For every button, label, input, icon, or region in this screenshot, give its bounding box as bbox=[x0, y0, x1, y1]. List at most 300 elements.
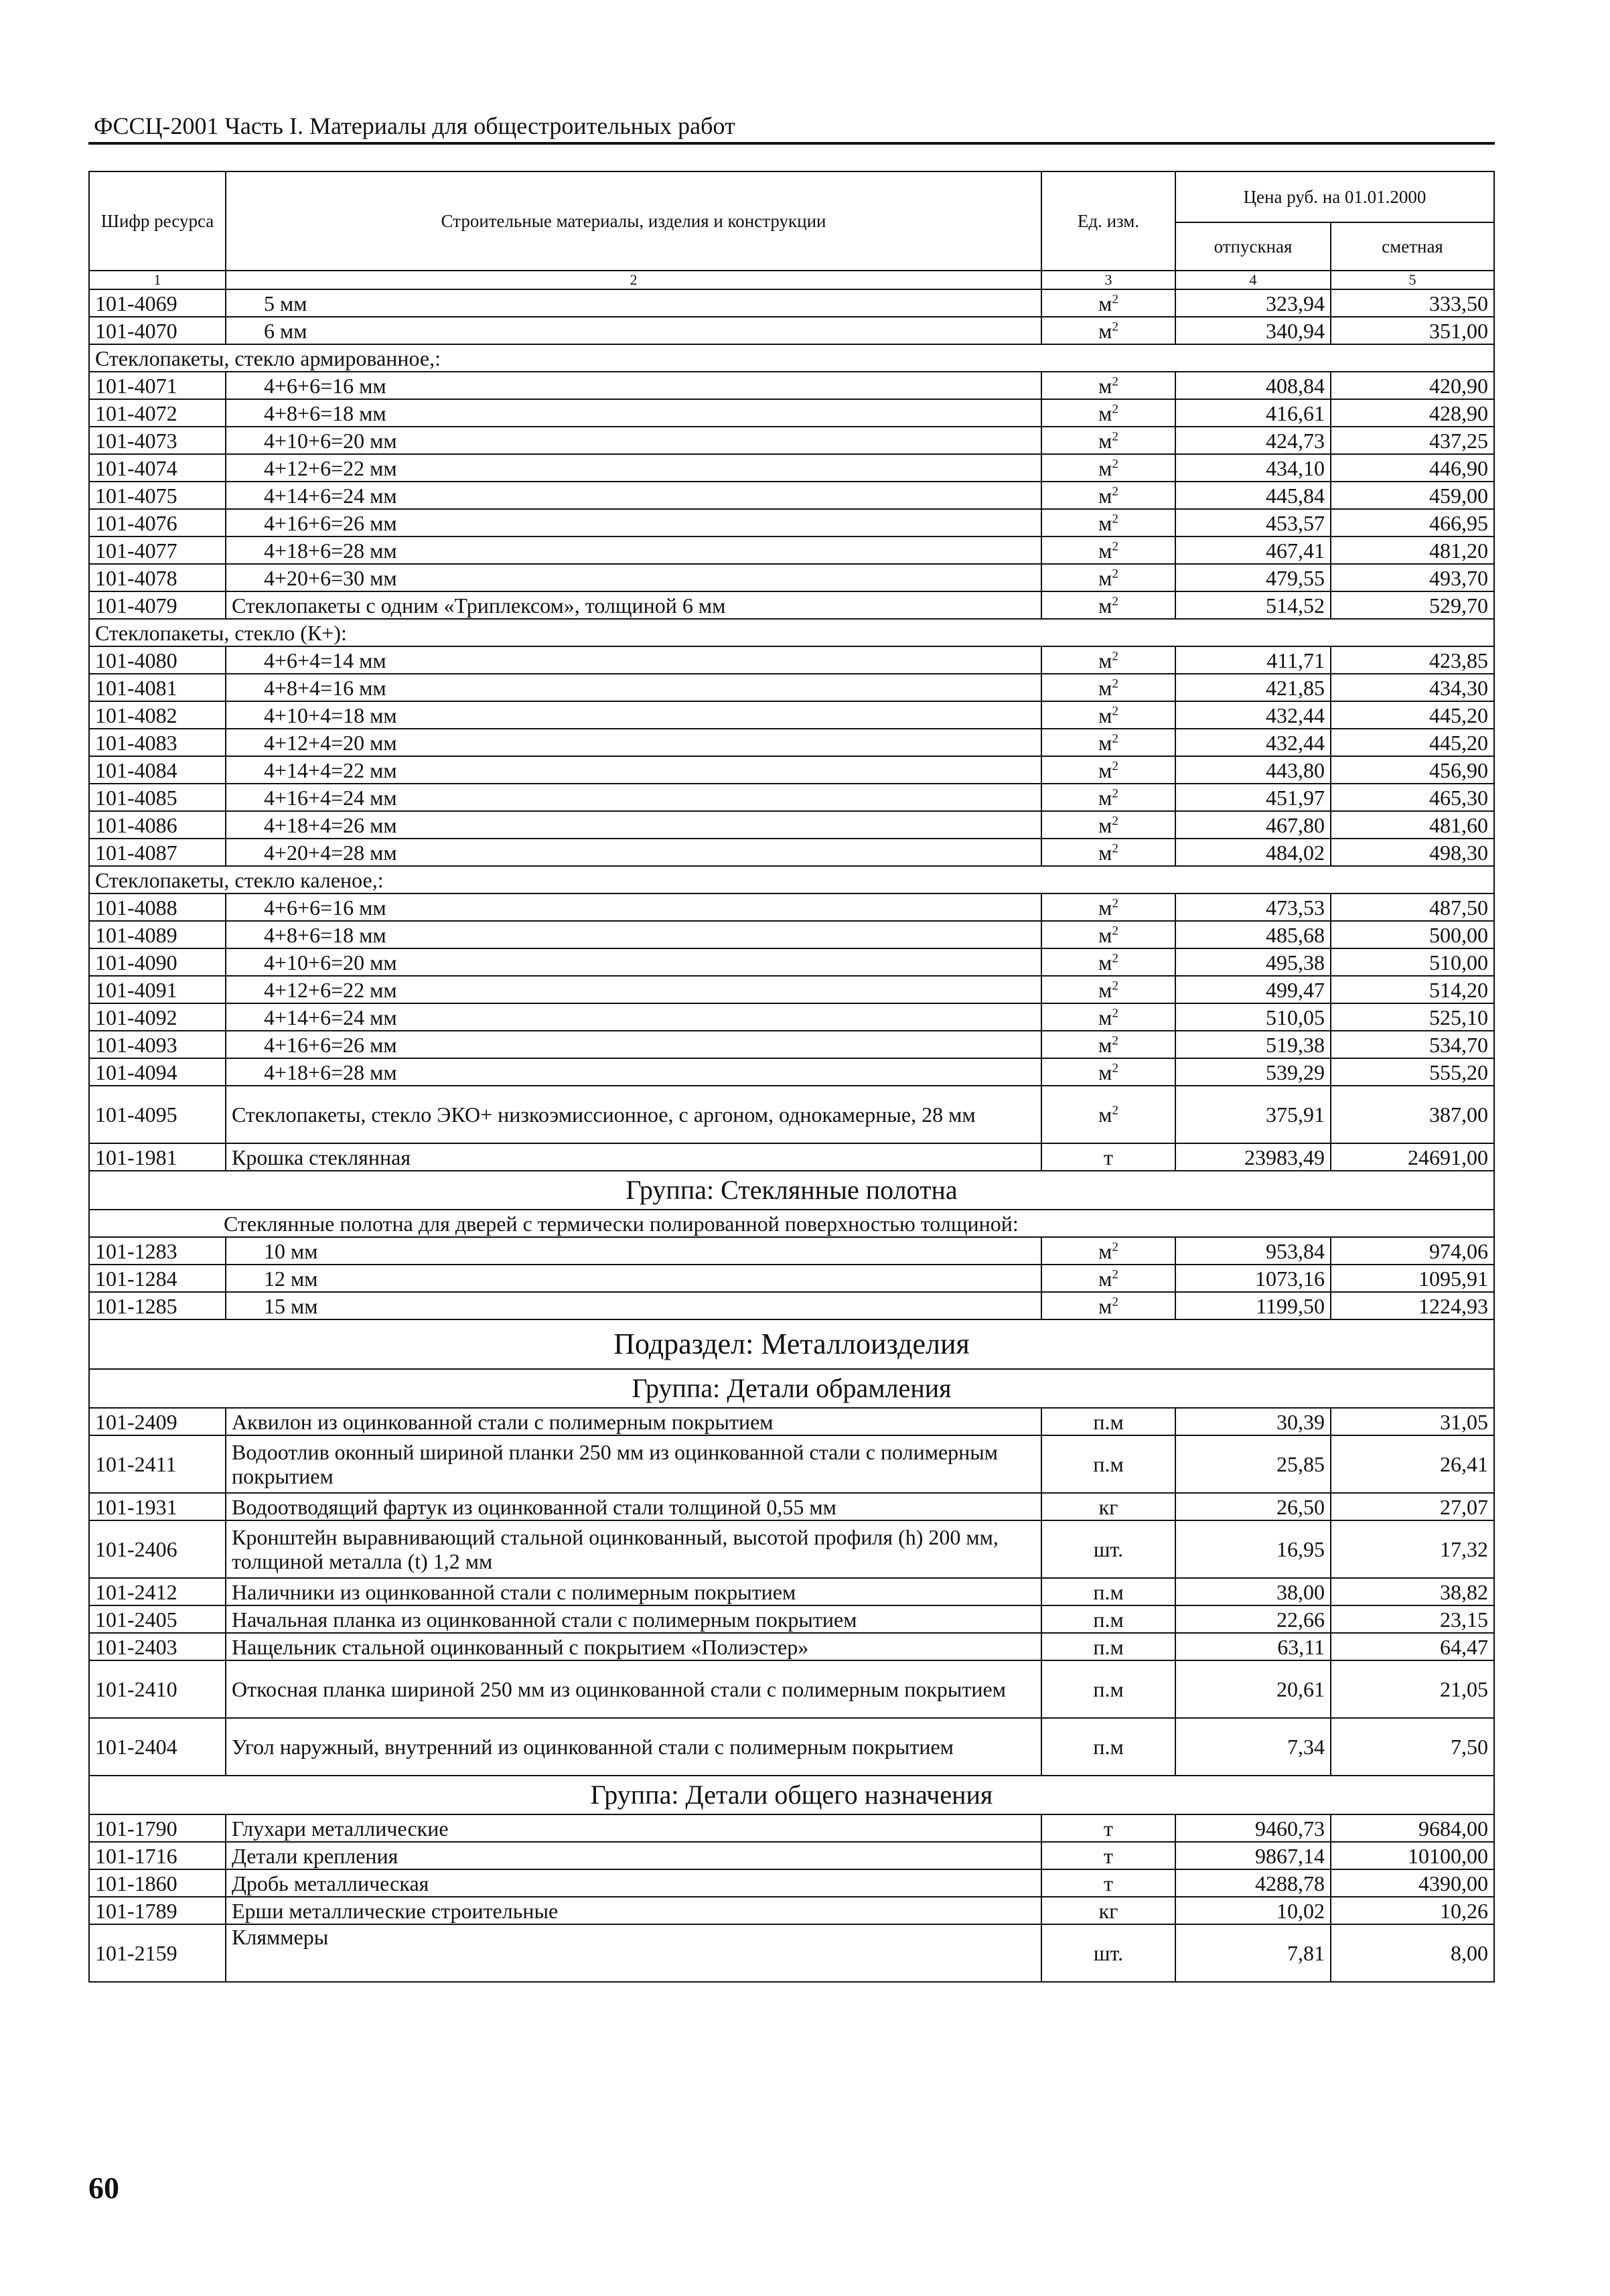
subheading-row bbox=[89, 344, 1494, 372]
material-name: 4+10+4=18 мм bbox=[226, 701, 1041, 729]
estimate-price: 514,20 bbox=[1331, 976, 1494, 1003]
resource-code: 101-1981 bbox=[89, 1143, 226, 1171]
unit-cell bbox=[1041, 1292, 1175, 1319]
col-unit-header: Ед. изм. bbox=[1041, 171, 1175, 271]
table-row bbox=[89, 811, 1494, 839]
estimate-price: 498,30 bbox=[1331, 839, 1494, 866]
unit-exponent: 2 bbox=[1112, 511, 1118, 526]
table-row bbox=[89, 756, 1494, 784]
subsection-row bbox=[89, 1319, 1494, 1369]
estimate-price: 974,06 bbox=[1331, 1237, 1494, 1265]
unit-exponent: 2 bbox=[1112, 648, 1118, 663]
material-name: 4+14+6=24 мм bbox=[226, 482, 1041, 509]
unit-text: м bbox=[1098, 950, 1112, 975]
estimate-price: 445,20 bbox=[1331, 701, 1494, 729]
material-name: Кронштейн выравнивающий стальной оцинкованный, высотой профиля (h) 200 мм, толщиной металла (t) 1,2 мм bbox=[226, 1520, 1041, 1578]
estimate-price: 4390,00 bbox=[1331, 1869, 1494, 1897]
unit-cell bbox=[1041, 317, 1175, 344]
unit-cell bbox=[1041, 536, 1175, 564]
unit-cell bbox=[1041, 427, 1175, 454]
table-row bbox=[89, 454, 1494, 482]
resource-code: 101-4083 bbox=[89, 729, 226, 756]
unit-cell bbox=[1041, 564, 1175, 591]
unit-text: т bbox=[1104, 1871, 1113, 1895]
material-name: Водоотводящий фартук из оцинкованной стали толщиной 0,55 мм bbox=[226, 1493, 1041, 1520]
release-price: 443,80 bbox=[1175, 756, 1331, 784]
col-release-header: отпускная bbox=[1175, 222, 1331, 271]
table-row bbox=[89, 1605, 1494, 1633]
release-price: 411,71 bbox=[1175, 646, 1331, 674]
unit-exponent: 2 bbox=[1112, 319, 1118, 334]
group-row bbox=[89, 1369, 1494, 1408]
unit-cell bbox=[1041, 1086, 1175, 1143]
table-row bbox=[89, 482, 1494, 509]
resource-code: 101-4092 bbox=[89, 1003, 226, 1031]
subheading-text: Стеклопакеты, стекло (К+): bbox=[89, 619, 1494, 646]
col-number-5: 5 bbox=[1331, 271, 1494, 289]
unit-text: м bbox=[1098, 1293, 1112, 1318]
resource-code: 101-4081 bbox=[89, 674, 226, 701]
unit-exponent: 2 bbox=[1112, 429, 1118, 443]
table-row bbox=[89, 317, 1494, 344]
material-name: Откосная планка шириной 250 мм из оцинкованной стали с полимерным покрытием bbox=[226, 1660, 1041, 1718]
estimate-price: 21,05 bbox=[1331, 1660, 1494, 1718]
table-row bbox=[89, 1633, 1494, 1660]
unit-cell bbox=[1041, 1435, 1175, 1493]
estimate-price: 465,30 bbox=[1331, 784, 1494, 811]
unit-exponent: 2 bbox=[1112, 703, 1118, 718]
table-row bbox=[89, 1003, 1494, 1031]
release-price: 467,80 bbox=[1175, 811, 1331, 839]
material-name: 12 мм bbox=[226, 1265, 1041, 1292]
material-name: 4+10+6=20 мм bbox=[226, 948, 1041, 976]
unit-text: м bbox=[1098, 483, 1112, 508]
resource-code: 101-1931 bbox=[89, 1493, 226, 1520]
subheading-row bbox=[89, 1210, 1494, 1237]
unit-cell bbox=[1041, 646, 1175, 674]
estimate-price: 493,70 bbox=[1331, 564, 1494, 591]
unit-cell bbox=[1041, 1520, 1175, 1578]
unit-exponent: 2 bbox=[1112, 1267, 1118, 1281]
unit-exponent: 2 bbox=[1112, 1239, 1118, 1254]
unit-cell bbox=[1041, 1237, 1175, 1265]
unit-text: м bbox=[1098, 428, 1112, 453]
release-price: 25,85 bbox=[1175, 1435, 1331, 1493]
table-row bbox=[89, 1292, 1494, 1319]
resource-code: 101-4079 bbox=[89, 591, 226, 619]
unit-exponent: 2 bbox=[1112, 291, 1118, 306]
unit-exponent: 2 bbox=[1112, 923, 1118, 938]
resource-code: 101-4093 bbox=[89, 1031, 226, 1058]
release-price: 63,11 bbox=[1175, 1633, 1331, 1660]
unit-text: т bbox=[1104, 1145, 1113, 1169]
unit-text: кг bbox=[1098, 1494, 1118, 1519]
material-name: Кляммеры bbox=[226, 1924, 1041, 1982]
unit-exponent: 2 bbox=[1112, 593, 1118, 608]
unit-cell bbox=[1041, 701, 1175, 729]
resource-code: 101-1789 bbox=[89, 1897, 226, 1924]
material-name: 4+12+6=22 мм bbox=[226, 976, 1041, 1003]
table-row bbox=[89, 1493, 1494, 1520]
table-row bbox=[89, 1924, 1494, 1982]
material-name: Детали крепления bbox=[226, 1842, 1041, 1869]
unit-cell bbox=[1041, 976, 1175, 1003]
material-name: 4+6+6=16 мм bbox=[226, 893, 1041, 921]
unit-cell bbox=[1041, 1493, 1175, 1520]
resource-code: 101-2409 bbox=[89, 1408, 226, 1435]
resource-code: 101-4069 bbox=[89, 289, 226, 317]
subheading-text: Стеклопакеты, стекло каленое,: bbox=[89, 866, 1494, 893]
unit-text: м bbox=[1098, 730, 1112, 755]
subheading-row bbox=[89, 619, 1494, 646]
table-row bbox=[89, 1578, 1494, 1605]
unit-text: шт. bbox=[1093, 1941, 1124, 1965]
resource-code: 101-4094 bbox=[89, 1058, 226, 1086]
unit-cell bbox=[1041, 1578, 1175, 1605]
material-name: 4+16+6=26 мм bbox=[226, 509, 1041, 536]
col-number-4: 4 bbox=[1175, 271, 1331, 289]
header-rule bbox=[88, 142, 1495, 145]
unit-text: м bbox=[1098, 373, 1112, 398]
unit-text: п.м bbox=[1093, 1452, 1124, 1476]
unit-exponent: 2 bbox=[1112, 895, 1118, 910]
unit-text: м bbox=[1098, 593, 1112, 618]
unit-text: п.м bbox=[1093, 1579, 1124, 1604]
unit-text: шт. bbox=[1093, 1537, 1124, 1561]
release-price: 499,47 bbox=[1175, 976, 1331, 1003]
table-row bbox=[89, 1143, 1494, 1171]
resource-code: 101-4085 bbox=[89, 784, 226, 811]
material-name: 4+8+6=18 мм bbox=[226, 921, 1041, 948]
unit-exponent: 2 bbox=[1112, 1060, 1118, 1075]
unit-cell bbox=[1041, 893, 1175, 921]
release-price: 10,02 bbox=[1175, 1897, 1331, 1924]
release-price: 16,95 bbox=[1175, 1520, 1331, 1578]
table-row bbox=[89, 948, 1494, 976]
col-estimate-header: сметная bbox=[1331, 222, 1494, 271]
material-name: Начальная планка из оцинкованной стали с полимерным покрытием bbox=[226, 1605, 1041, 1633]
unit-cell bbox=[1041, 921, 1175, 948]
table-row bbox=[89, 921, 1494, 948]
estimate-price: 23,15 bbox=[1331, 1605, 1494, 1633]
unit-cell bbox=[1041, 1869, 1175, 1897]
table-row bbox=[89, 1718, 1494, 1776]
resource-code: 101-4074 bbox=[89, 454, 226, 482]
resource-code: 101-1860 bbox=[89, 1869, 226, 1897]
table-row bbox=[89, 1869, 1494, 1897]
estimate-price: 434,30 bbox=[1331, 674, 1494, 701]
material-name: 4+12+4=20 мм bbox=[226, 729, 1041, 756]
unit-cell bbox=[1041, 1718, 1175, 1776]
estimate-price: 534,70 bbox=[1331, 1031, 1494, 1058]
estimate-price: 10,26 bbox=[1331, 1897, 1494, 1924]
estimate-price: 525,10 bbox=[1331, 1003, 1494, 1031]
unit-text: кг bbox=[1098, 1898, 1118, 1923]
unit-exponent: 2 bbox=[1112, 813, 1118, 828]
release-price: 451,97 bbox=[1175, 784, 1331, 811]
release-price: 340,94 bbox=[1175, 317, 1331, 344]
group-title: Группа: Детали общего назначения bbox=[89, 1776, 1494, 1814]
estimate-price: 428,90 bbox=[1331, 399, 1494, 427]
unit-text: п.м bbox=[1093, 1409, 1124, 1434]
release-price: 1073,16 bbox=[1175, 1265, 1331, 1292]
unit-cell bbox=[1041, 591, 1175, 619]
resource-code: 101-4088 bbox=[89, 893, 226, 921]
unit-text: м bbox=[1098, 840, 1112, 865]
release-price: 38,00 bbox=[1175, 1578, 1331, 1605]
unit-exponent: 2 bbox=[1112, 758, 1118, 773]
unit-cell bbox=[1041, 1143, 1175, 1171]
table-row bbox=[89, 1520, 1494, 1578]
unit-text: м bbox=[1098, 1060, 1112, 1084]
material-name: 4+20+6=30 мм bbox=[226, 564, 1041, 591]
release-price: 421,85 bbox=[1175, 674, 1331, 701]
subheading-row bbox=[89, 866, 1494, 893]
estimate-price: 26,41 bbox=[1331, 1435, 1494, 1493]
release-price: 1199,50 bbox=[1175, 1292, 1331, 1319]
estimate-price: 481,60 bbox=[1331, 811, 1494, 839]
unit-cell bbox=[1041, 1031, 1175, 1058]
resource-code: 101-4077 bbox=[89, 536, 226, 564]
unit-cell bbox=[1041, 509, 1175, 536]
unit-text: п.м bbox=[1093, 1607, 1124, 1632]
estimate-price: 555,20 bbox=[1331, 1058, 1494, 1086]
estimate-price: 446,90 bbox=[1331, 454, 1494, 482]
release-price: 7,34 bbox=[1175, 1718, 1331, 1776]
col-name-header: Строительные материалы, изделия и конструкции bbox=[226, 171, 1041, 271]
group-title: Группа: Стеклянные полотна bbox=[89, 1171, 1494, 1210]
estimate-price: 459,00 bbox=[1331, 482, 1494, 509]
resource-code: 101-4072 bbox=[89, 399, 226, 427]
unit-text: м bbox=[1098, 455, 1112, 480]
resource-code: 101-2405 bbox=[89, 1605, 226, 1633]
unit-text: м bbox=[1098, 1102, 1112, 1127]
table-row bbox=[89, 1660, 1494, 1718]
unit-text: м bbox=[1098, 758, 1112, 782]
table-row bbox=[89, 564, 1494, 591]
material-name: Аквилон из оцинкованной стали с полимерным покрытием bbox=[226, 1408, 1041, 1435]
unit-exponent: 2 bbox=[1112, 841, 1118, 855]
unit-cell bbox=[1041, 1842, 1175, 1869]
unit-cell bbox=[1041, 1058, 1175, 1086]
table-row bbox=[89, 289, 1494, 317]
material-name: 4+6+4=14 мм bbox=[226, 646, 1041, 674]
subheading-text: Стеклопакеты, стекло армированное,: bbox=[89, 344, 1494, 372]
unit-text: м bbox=[1098, 812, 1112, 837]
material-name: Ерши металлические строительные bbox=[226, 1897, 1041, 1924]
estimate-price: 24691,00 bbox=[1331, 1143, 1494, 1171]
page-header: ФССЦ-2001 Часть I. Материалы для общестроительных работ bbox=[94, 113, 735, 139]
release-price: 539,29 bbox=[1175, 1058, 1331, 1086]
unit-cell bbox=[1041, 756, 1175, 784]
table-row bbox=[89, 729, 1494, 756]
unit-cell bbox=[1041, 482, 1175, 509]
resource-code: 101-1790 bbox=[89, 1814, 226, 1842]
group-title: Группа: Детали обрамления bbox=[89, 1369, 1494, 1408]
unit-cell bbox=[1041, 674, 1175, 701]
unit-text: м bbox=[1098, 318, 1112, 343]
material-name: 5 мм bbox=[226, 289, 1041, 317]
release-price: 495,38 bbox=[1175, 948, 1331, 976]
col-price-header: Цена руб. на 01.01.2000 bbox=[1175, 171, 1494, 222]
resource-code: 101-4089 bbox=[89, 921, 226, 948]
unit-text: м bbox=[1098, 565, 1112, 590]
estimate-price: 420,90 bbox=[1331, 372, 1494, 399]
unit-exponent: 2 bbox=[1112, 1103, 1118, 1118]
release-price: 22,66 bbox=[1175, 1605, 1331, 1633]
unit-exponent: 2 bbox=[1112, 731, 1118, 745]
unit-text: м bbox=[1098, 675, 1112, 700]
resource-code: 101-4084 bbox=[89, 756, 226, 784]
table-row bbox=[89, 1408, 1494, 1435]
unit-cell bbox=[1041, 729, 1175, 756]
release-price: 453,57 bbox=[1175, 509, 1331, 536]
unit-cell bbox=[1041, 1814, 1175, 1842]
col-code-header: Шифр ресурса bbox=[89, 171, 226, 271]
unit-cell bbox=[1041, 399, 1175, 427]
estimate-price: 445,20 bbox=[1331, 729, 1494, 756]
material-name: Наличники из оцинкованной стали с полимерным покрытием bbox=[226, 1578, 1041, 1605]
unit-cell bbox=[1041, 1408, 1175, 1435]
unit-text: м bbox=[1098, 648, 1112, 672]
unit-cell bbox=[1041, 839, 1175, 866]
estimate-price: 8,00 bbox=[1331, 1924, 1494, 1982]
table-row bbox=[89, 1031, 1494, 1058]
table-row bbox=[89, 784, 1494, 811]
unit-exponent: 2 bbox=[1112, 566, 1118, 581]
release-price: 485,68 bbox=[1175, 921, 1331, 948]
unit-text: м bbox=[1098, 1238, 1112, 1263]
material-name: Угол наружный, внутренний из оцинкованной стали с полимерным покрытием bbox=[226, 1718, 1041, 1776]
release-price: 9460,73 bbox=[1175, 1814, 1331, 1842]
estimate-price: 9684,00 bbox=[1331, 1814, 1494, 1842]
resource-code: 101-4091 bbox=[89, 976, 226, 1003]
unit-exponent: 2 bbox=[1112, 786, 1118, 800]
release-price: 9867,14 bbox=[1175, 1842, 1331, 1869]
resource-code: 101-1283 bbox=[89, 1237, 226, 1265]
unit-cell bbox=[1041, 1605, 1175, 1633]
estimate-price: 17,32 bbox=[1331, 1520, 1494, 1578]
col-number-3: 3 bbox=[1041, 271, 1175, 289]
unit-cell bbox=[1041, 811, 1175, 839]
release-price: 432,44 bbox=[1175, 701, 1331, 729]
unit-exponent: 2 bbox=[1112, 950, 1118, 965]
release-price: 30,39 bbox=[1175, 1408, 1331, 1435]
price-table bbox=[88, 171, 1495, 1983]
release-price: 953,84 bbox=[1175, 1237, 1331, 1265]
table-row bbox=[89, 1435, 1494, 1493]
material-name: 4+14+6=24 мм bbox=[226, 1003, 1041, 1031]
estimate-price: 456,90 bbox=[1331, 756, 1494, 784]
table-row bbox=[89, 839, 1494, 866]
unit-exponent: 2 bbox=[1112, 676, 1118, 691]
unit-exponent: 2 bbox=[1112, 978, 1118, 993]
estimate-price: 38,82 bbox=[1331, 1578, 1494, 1605]
unit-text: п.м bbox=[1093, 1677, 1124, 1701]
estimate-price: 1224,93 bbox=[1331, 1292, 1494, 1319]
release-price: 519,38 bbox=[1175, 1031, 1331, 1058]
release-price: 424,73 bbox=[1175, 427, 1331, 454]
release-price: 473,53 bbox=[1175, 893, 1331, 921]
subsection-title: Подраздел: Металлоизделия bbox=[89, 1319, 1494, 1369]
material-name: 10 мм bbox=[226, 1237, 1041, 1265]
table-row bbox=[89, 701, 1494, 729]
material-name: 4+14+4=22 мм bbox=[226, 756, 1041, 784]
release-price: 408,84 bbox=[1175, 372, 1331, 399]
unit-text: м bbox=[1098, 1266, 1112, 1291]
unit-cell bbox=[1041, 1265, 1175, 1292]
material-name: Стеклопакеты, стекло ЭКО+ низкоэмиссионное, с аргоном, однокамерные, 28 мм bbox=[226, 1086, 1041, 1143]
material-name: Глухари металлические bbox=[226, 1814, 1041, 1842]
table-row bbox=[89, 893, 1494, 921]
material-name: Нащельник стальной оцинкованный с покрытием «Полиэстер» bbox=[226, 1633, 1041, 1660]
resource-code: 101-2159 bbox=[89, 1924, 226, 1982]
table-row bbox=[89, 509, 1494, 536]
unit-text: т bbox=[1104, 1843, 1113, 1868]
table-row bbox=[89, 646, 1494, 674]
unit-cell bbox=[1041, 1924, 1175, 1982]
unit-text: м bbox=[1098, 1032, 1112, 1057]
resource-code: 101-2406 bbox=[89, 1520, 226, 1578]
material-name: 15 мм bbox=[226, 1292, 1041, 1319]
estimate-price: 423,85 bbox=[1331, 646, 1494, 674]
unit-text: м bbox=[1098, 510, 1112, 535]
unit-text: м bbox=[1098, 1005, 1112, 1029]
resource-code: 101-4082 bbox=[89, 701, 226, 729]
material-name: 4+6+6=16 мм bbox=[226, 372, 1041, 399]
unit-text: м bbox=[1098, 291, 1112, 315]
table-body bbox=[89, 289, 1494, 1982]
material-name: 4+18+6=28 мм bbox=[226, 536, 1041, 564]
subheading-text: Стеклянные полотна для дверей с термически полированной поверхностью толщиной: bbox=[89, 1210, 1494, 1237]
table-row bbox=[89, 372, 1494, 399]
estimate-price: 1095,91 bbox=[1331, 1265, 1494, 1292]
unit-exponent: 2 bbox=[1112, 484, 1118, 498]
resource-code: 101-2412 bbox=[89, 1578, 226, 1605]
unit-text: п.м bbox=[1093, 1634, 1124, 1659]
material-name: 4+16+4=24 мм bbox=[226, 784, 1041, 811]
estimate-price: 31,05 bbox=[1331, 1408, 1494, 1435]
release-price: 445,84 bbox=[1175, 482, 1331, 509]
resource-code: 101-4090 bbox=[89, 948, 226, 976]
unit-cell bbox=[1041, 372, 1175, 399]
unit-text: т bbox=[1104, 1816, 1113, 1841]
resource-code: 101-1285 bbox=[89, 1292, 226, 1319]
material-name: 4+20+4=28 мм bbox=[226, 839, 1041, 866]
release-price: 4288,78 bbox=[1175, 1869, 1331, 1897]
release-price: 484,02 bbox=[1175, 839, 1331, 866]
table-row bbox=[89, 976, 1494, 1003]
release-price: 432,44 bbox=[1175, 729, 1331, 756]
material-name: Водоотлив оконный шириной планки 250 мм из оцинкованной стали с полимерным покрытием bbox=[226, 1435, 1041, 1493]
resource-code: 101-1284 bbox=[89, 1265, 226, 1292]
unit-exponent: 2 bbox=[1112, 539, 1118, 553]
resource-code: 101-4086 bbox=[89, 811, 226, 839]
release-price: 514,52 bbox=[1175, 591, 1331, 619]
table-row bbox=[89, 1842, 1494, 1869]
unit-text: п.м bbox=[1093, 1735, 1124, 1759]
estimate-price: 437,25 bbox=[1331, 427, 1494, 454]
material-name: 4+12+6=22 мм bbox=[226, 454, 1041, 482]
material-name: 4+8+4=16 мм bbox=[226, 674, 1041, 701]
table-row bbox=[89, 1058, 1494, 1086]
unit-exponent: 2 bbox=[1112, 374, 1118, 388]
resource-code: 101-2411 bbox=[89, 1435, 226, 1493]
unit-exponent: 2 bbox=[1112, 456, 1118, 471]
estimate-price: 333,50 bbox=[1331, 289, 1494, 317]
table-row bbox=[89, 399, 1494, 427]
unit-text: м bbox=[1098, 538, 1112, 563]
